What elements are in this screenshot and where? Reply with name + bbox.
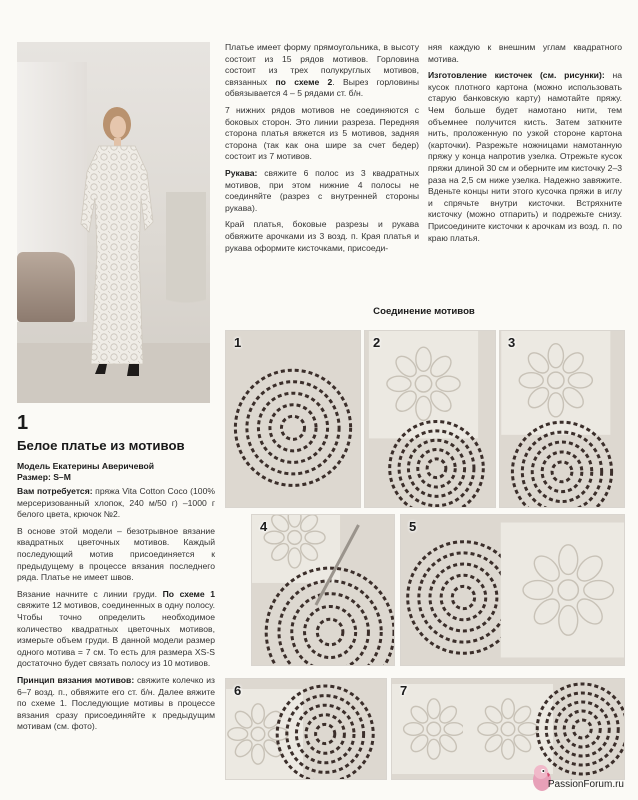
right-text-column <box>428 42 622 249</box>
crochet-photo-illustration <box>401 515 624 665</box>
step-photo-number: 1 <box>234 335 242 350</box>
step-photo-number: 7 <box>400 683 408 698</box>
size-value: S–M <box>53 472 71 482</box>
start-text: Вязание начните с линии груди. <box>17 588 163 599</box>
sleeves-text: свяжите 6 полос из 3 квадратных мотивов, при этом нижние 4 полосы не соединяйте (разрез с внутренней стороны рукава). <box>225 167 419 213</box>
shape-text: Платье имеет форму прямоугольника, в высоту состоит из 15 рядов мотивов. Горловина состоит из трех полукруглых мотивов, связанных <box>225 42 419 87</box>
crochet-photo-illustration <box>252 515 394 665</box>
principle-label: Принцип вязания мотивов: <box>17 674 135 685</box>
materials-label: Вам потребуется: <box>17 486 93 496</box>
step-photo-4 <box>251 514 395 666</box>
step-photo-7 <box>391 678 625 780</box>
shape-paragraph <box>225 42 419 100</box>
chair <box>17 252 75 322</box>
principle-text: свяжите колечко из 6–7 возд. п., обвяжите его ст. б/н. Далее вяжите по схеме 1. Последующие мотивы в процессе вязания сразу присоединяйте к предыдущим мотивам (см. фото). <box>17 674 215 732</box>
step-photo-3 <box>499 330 625 508</box>
size-line <box>17 472 71 482</box>
photos-section-title: Соединение мотивов <box>373 306 475 317</box>
intro-paragraph: В основе этой модели – безотрывное вязание квадратных цветочных мотивов. Каждый последующий мотив присоединяется к предыдущему в процессе вязания последнего ряда. Платье не имеет швов. <box>17 525 215 583</box>
scheme-2-ref: по схеме 2 <box>275 76 333 87</box>
crochet-photo-illustration <box>365 331 495 507</box>
step-photo-number: 5 <box>409 519 417 534</box>
pattern-title: Белое платье из мотивов <box>17 438 185 453</box>
left-text-column <box>17 486 215 738</box>
scheme-1-ref: По схеме 1 <box>162 588 215 599</box>
tassel-attach-paragraph: няя каждую к внешним углам квадратного мотива. <box>428 42 622 64</box>
step-photo-2 <box>364 330 496 508</box>
edging-paragraph: Край платья, боковые разрезы и рукава обвяжите арочками из 3 возд. п. Края платья и рукава оформите кисточками, присоеди- <box>225 219 419 253</box>
crochet-photo-illustration <box>500 331 624 507</box>
step-photo-number: 4 <box>260 519 268 534</box>
crochet-photo-illustration <box>226 331 360 507</box>
step-photo-5 <box>400 514 625 666</box>
author-line: Модель Екатерины Аверичевой <box>17 461 155 471</box>
tassels-label: Изготовление кисточек (см. рисунки): <box>428 70 605 81</box>
step-photo-number: 3 <box>508 335 516 350</box>
step-photo-number: 2 <box>373 335 381 350</box>
shape-text-cont: . Вырез горловины обвязывается 4 – 5 рядами ст. б/н. <box>225 76 419 99</box>
start-paragraph <box>17 589 215 670</box>
tassels-text: на кусок плотного картона (можно использовать старую банковскую карту) намотайте пряжу. Чем больше будет намотано нити, тем объемнее получится кисть. Затем заткните нить, проложенную по узкой стороне картона (карточки). Разрежьте ножницами намотанную пряжу у конца напротив узелка. Отрежьте кусок пряжи длиной 30 см и оберните им кисточку 2–3 раза на 2,5 см ниже узелка. Надежно завяжите. Вденьте концы нити этого кусочка пряжи в иглу и спрячьте внутри кисточки. Встряхните кисточку (можно отпарить) и подрежьте снизу. Присоедините кисточки к арочкам из возд. п. по краю платья. <box>428 70 622 243</box>
tassels-paragraph <box>428 70 622 244</box>
model-photo <box>17 42 210 403</box>
step-photo-6 <box>225 678 387 780</box>
step-photo-1 <box>225 330 361 508</box>
slits-paragraph: 7 нижних рядов мотивов не соединяются с боковых сторон. Это линии разреза. Передняя сторона платья вяжется из 5 мотивов, задняя сторона (так как она шире за счет бедер) состоит из 7 мотивов. <box>225 104 419 162</box>
start-text-cont: свяжите 12 мотивов, соединенных в одну полосу. Чтобы точно определить необходимое количество квадратных цветочных мотивов, измерьте объем груди. В данной модели размер одного мотива = 7 см. То есть для размера XS-S достаточно будет связать полосу из 10 мотивов. <box>17 600 215 669</box>
watermark-text: PassionForum.ru <box>547 779 624 790</box>
sleeves-paragraph <box>225 168 419 214</box>
lace-dress-figure <box>69 102 167 380</box>
pattern-number: 1 <box>17 412 29 434</box>
materials-paragraph <box>17 486 215 521</box>
principle-paragraph <box>17 675 215 733</box>
middle-text-column <box>225 42 419 259</box>
step-photo-number: 6 <box>234 683 242 698</box>
size-label: Размер: <box>17 472 51 482</box>
crochet-photo-illustration <box>392 679 624 779</box>
materials-text: пряжа Vita Cotton Coco (100% мерсеризованный хлопок, 240 м/50 г) –1000 г белого цвета, крючок №2. <box>17 486 215 520</box>
sleeves-label: Рукава: <box>225 167 258 178</box>
crochet-photo-illustration <box>226 679 386 779</box>
